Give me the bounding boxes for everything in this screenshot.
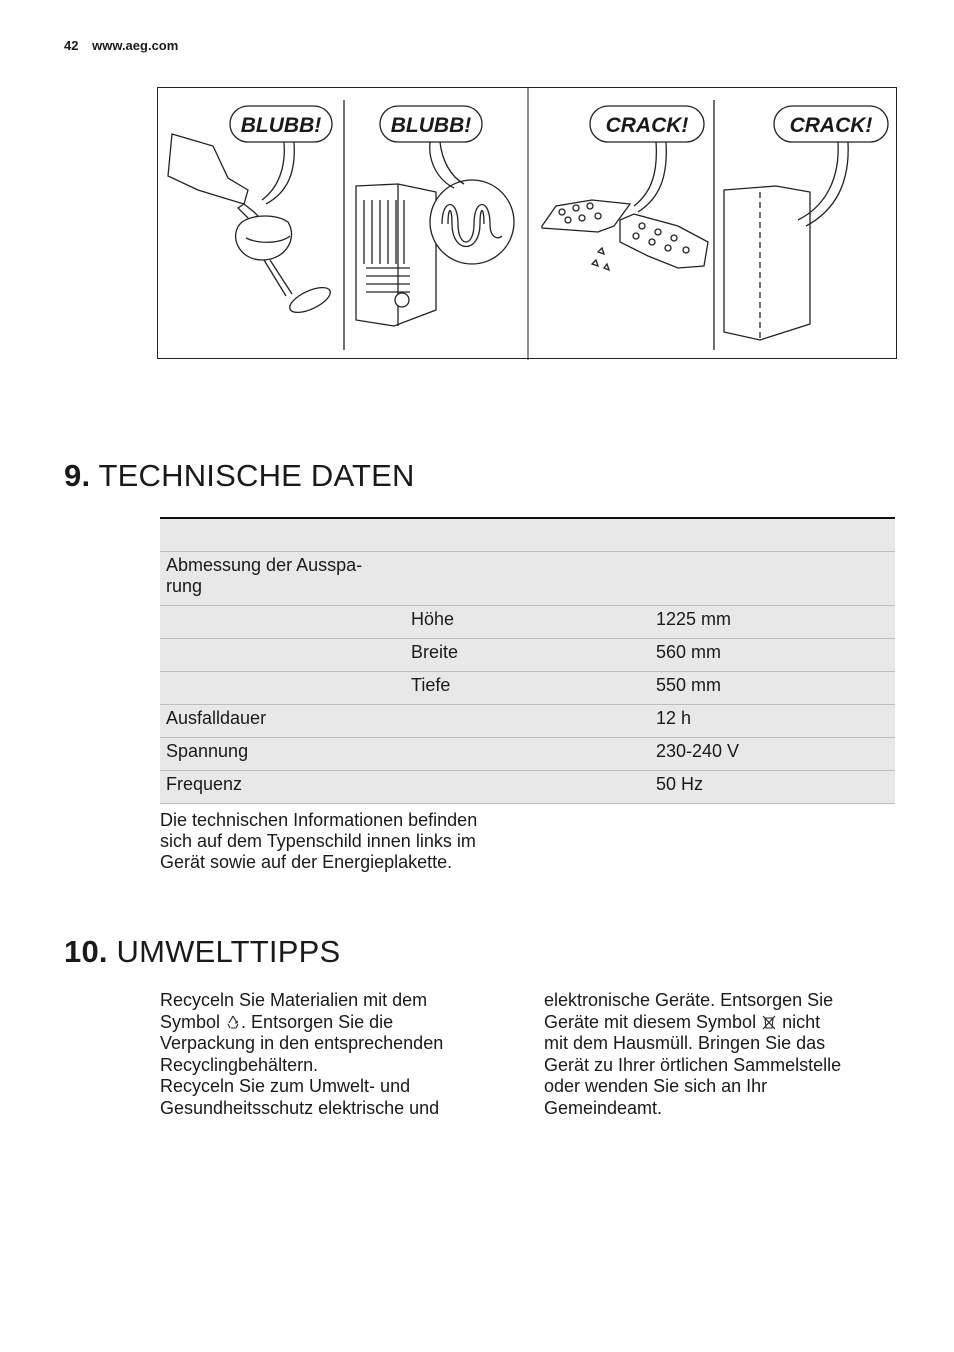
table-cell-sub [405, 552, 650, 606]
table-cell-label [160, 606, 405, 639]
table-cell-sub: Breite [405, 639, 650, 672]
ice-tray-drawing [542, 200, 708, 270]
table-cell-label: Frequenz [160, 771, 405, 804]
table-row [160, 552, 895, 606]
noise-illustration [157, 87, 897, 359]
table-cell-value: 230-240 V [650, 738, 895, 771]
bubble-text: BLUBB! [240, 114, 322, 137]
bubble-text: BLUBB! [390, 114, 472, 137]
table-cell-value: 12 h [650, 705, 895, 738]
table-cell-value [650, 552, 895, 606]
table-cell-label [160, 639, 405, 672]
section-title-environment [64, 934, 340, 970]
table-cell-sub [405, 771, 650, 804]
bubble-text: CRACK! [789, 114, 873, 137]
section-title-text: UMWELTTIPPS [116, 934, 341, 969]
table-cell-value: 560 mm [650, 639, 895, 672]
table-row [160, 672, 895, 705]
table-cell-label: Abmessung der Ausspa- rung [160, 552, 405, 606]
table-header-row [160, 518, 895, 552]
crossed-bin-icon [761, 1014, 777, 1030]
fridge-back-drawing [356, 180, 514, 326]
section-number: 10. [64, 934, 108, 969]
table-cell-sub [405, 705, 650, 738]
page-number: 42 [64, 38, 79, 53]
table-cell-value: 1225 mm [650, 606, 895, 639]
table-row [160, 639, 895, 672]
table-cell-label: Ausfalldauer [160, 705, 405, 738]
table-cell-sub: Höhe [405, 606, 650, 639]
table-cell-sub [405, 738, 650, 771]
wine-glass-drawing [168, 134, 334, 317]
fridge-front-drawing [724, 186, 810, 340]
table-row [160, 738, 895, 771]
section-title-technical-data [64, 458, 415, 494]
section-title-text: TECHNISCHE DATEN [98, 458, 415, 493]
website-link[interactable]: www.aeg.com [92, 38, 179, 53]
page-header [64, 38, 178, 53]
environment-text-column-1: Recyceln Sie Materialien mit dem Symbol . Entsorgen Sie die Verpackung in den entsprechenden Recyclingbehältern. Recyceln Sie zum Umwelt- und Gesundheitsschutz elektrische und [160, 990, 444, 1118]
technical-data-table [160, 517, 895, 804]
table-cell-label: Spannung [160, 738, 405, 771]
illustration-svg [158, 88, 898, 360]
table-cell-value: 550 mm [650, 672, 895, 705]
table-cell-value: 50 Hz [650, 771, 895, 804]
section-number: 9. [64, 458, 91, 493]
technical-note: Die technischen Informationen befinden sich auf dem Typenschild innen links im Gerät sowie auf der Energieplakette. [160, 810, 478, 872]
table-cell-sub: Tiefe [405, 672, 650, 705]
bubble-text: CRACK! [605, 114, 689, 137]
recycling-icon [225, 1014, 241, 1030]
environment-text-column-2: elektronische Geräte. Entsorgen Sie Geräte mit diesem Symbol nicht mit dem Hausmüll. Bringen Sie das Gerät zu Ihrer örtlichen Sammelstelle oder wenden Sie sich an Ihr Gemeindeamt. [544, 990, 842, 1118]
table-row [160, 606, 895, 639]
table-row [160, 771, 895, 804]
table-cell-label [160, 672, 405, 705]
table-row [160, 705, 895, 738]
